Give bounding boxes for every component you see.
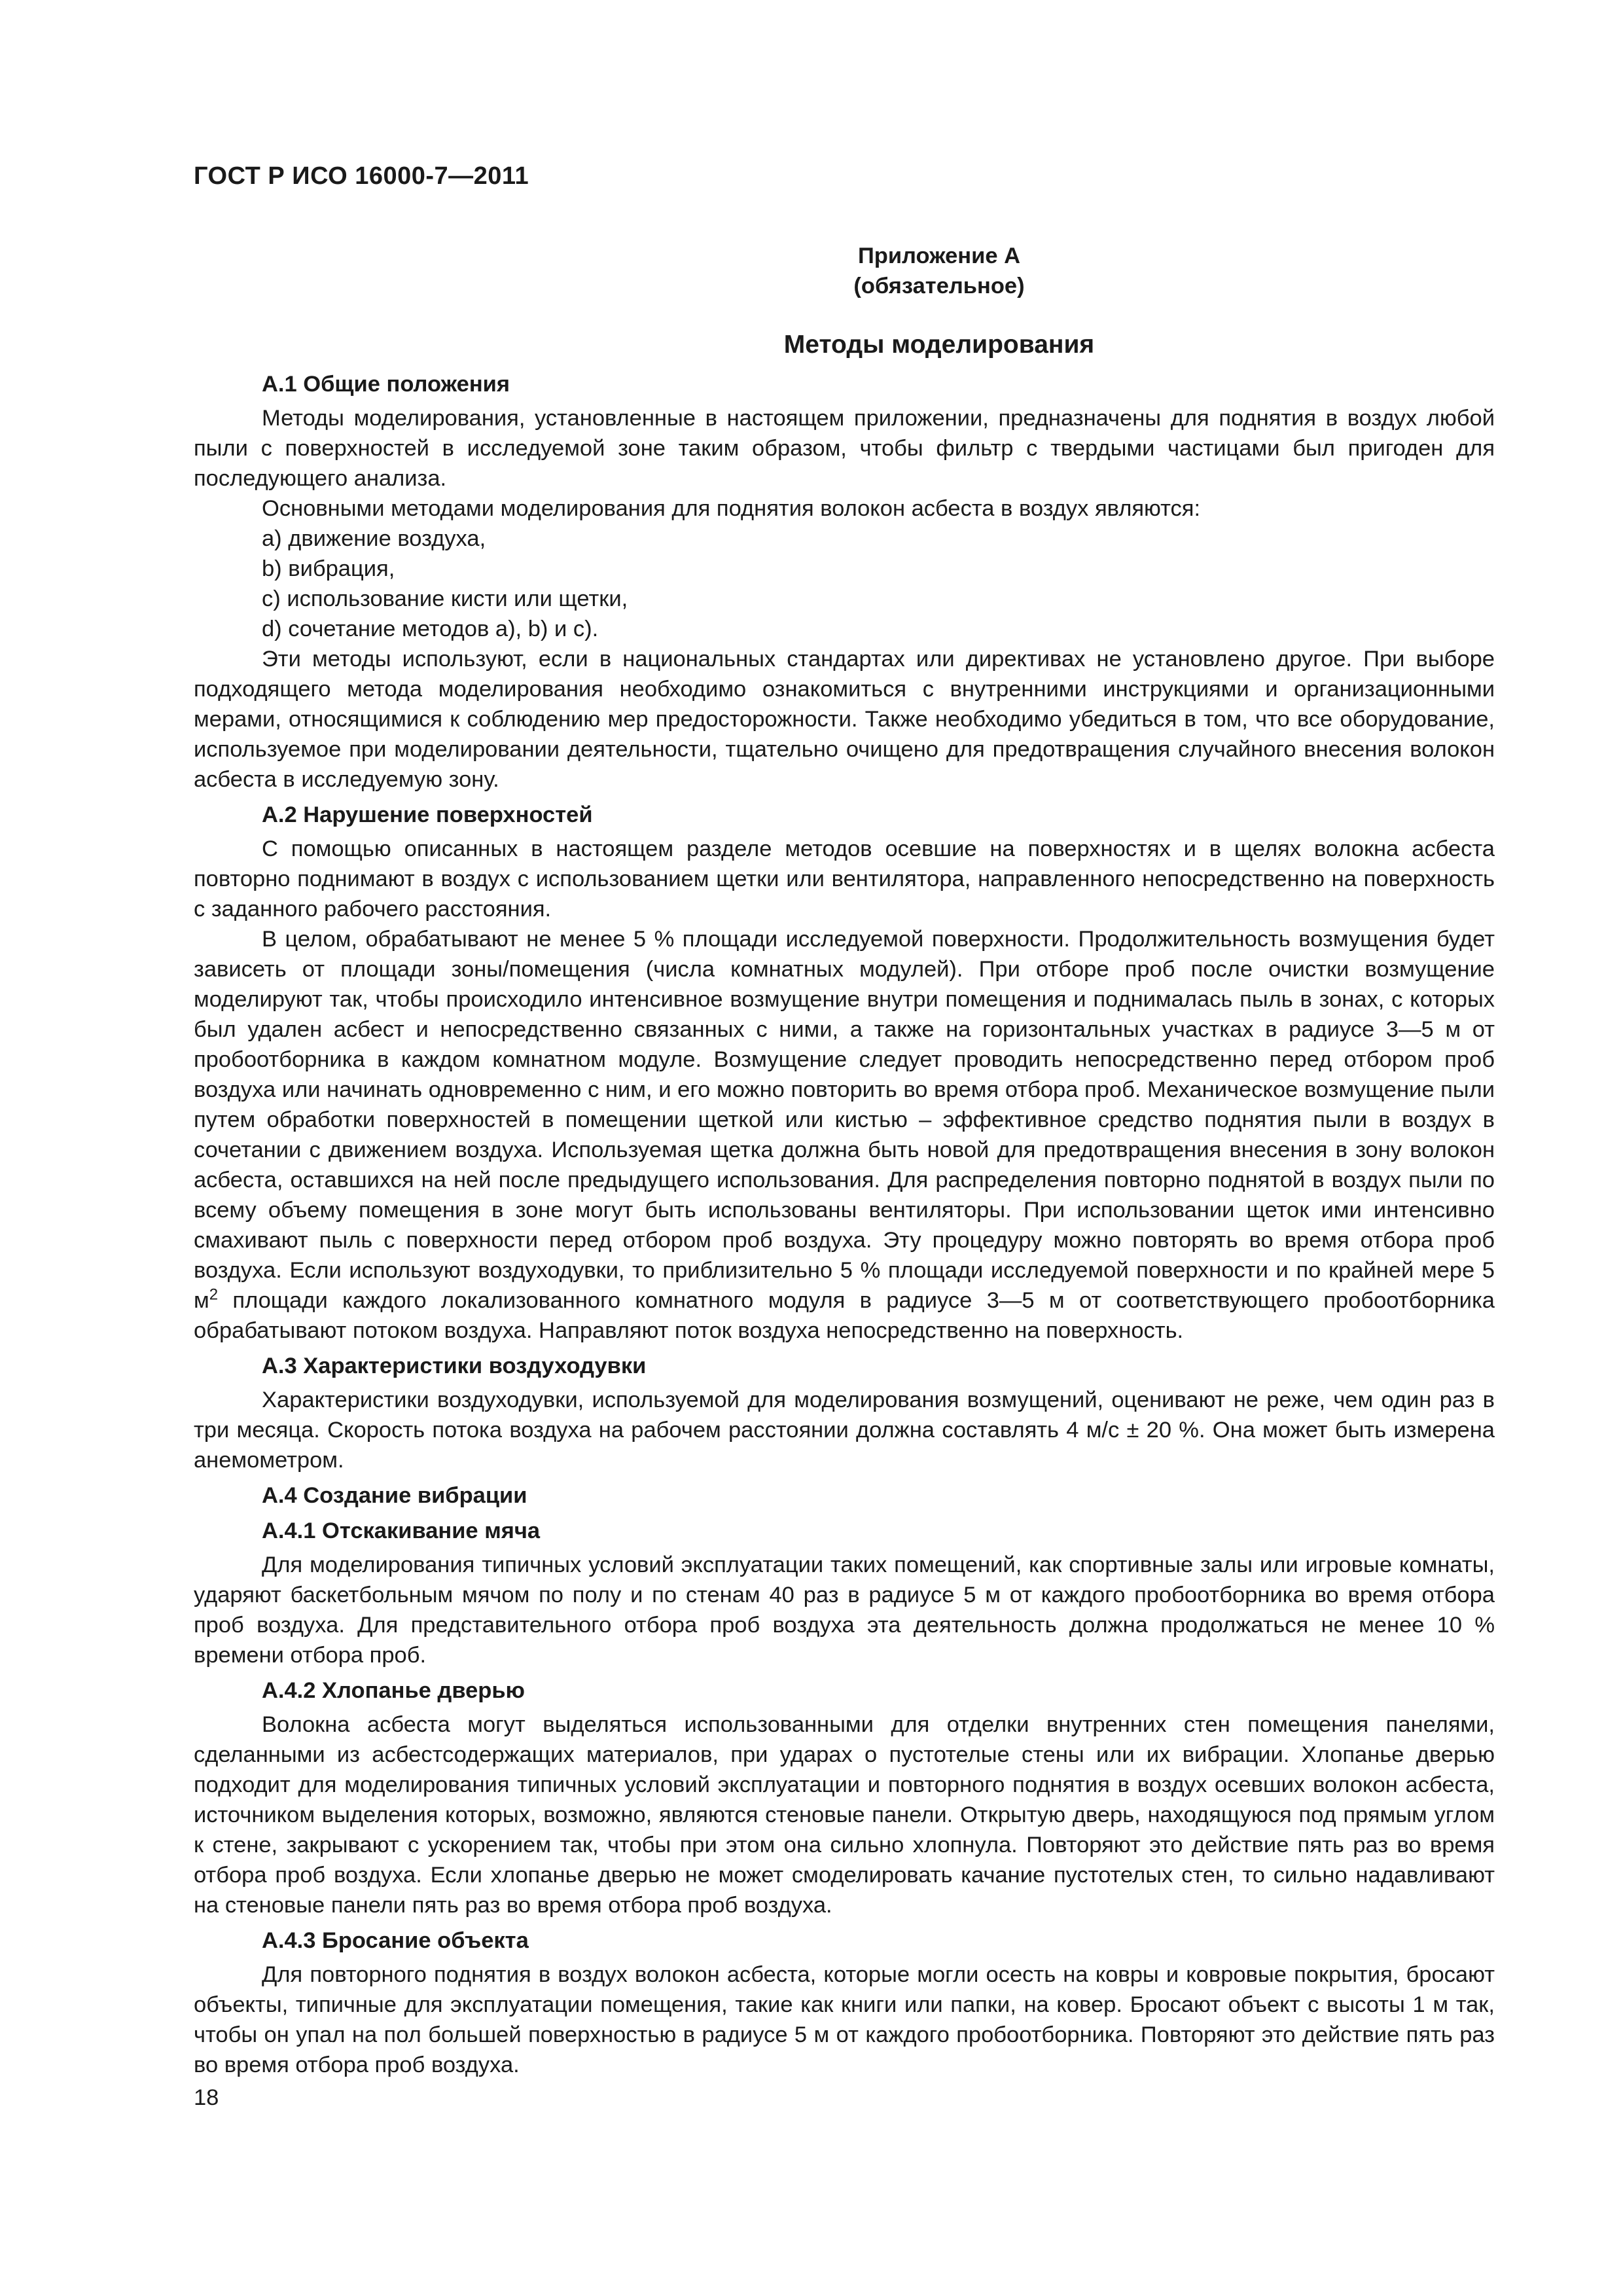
list-item: d) сочетание методов a), b) и c). xyxy=(262,617,599,641)
page-content xyxy=(194,241,1495,2080)
subsection-heading-a43: А.4.3 Бросание объекта xyxy=(262,1928,529,1953)
paragraph: Характеристики воздуходувки, используемой для моделирования возмущений, оценивают не реже, чем один раз в три месяца. Скорость потока воздуха на рабочем расстоянии должна составлять 4 м/с ± 20 %. Она может быть измерена анемометром. xyxy=(194,1388,1495,1473)
page-number: 18 xyxy=(194,2085,219,2110)
list-item: c) использование кисти или щетки, xyxy=(262,586,628,611)
subsection-heading-a41: А.4.1 Отскакивание мяча xyxy=(262,1518,541,1543)
list-item: a) движение воздуха, xyxy=(262,526,486,551)
section-heading-a1: А.1 Общие положения xyxy=(262,372,510,397)
paragraph: Методы моделирования, установленные в настоящем приложении, предназначены для поднятия в воздух любой пыли с поверхностей в исследуемой зоне таким образом, чтобы фильтр с твердыми частицами был пригоден для последующего анализа. xyxy=(194,406,1495,491)
paragraph: Для повторного поднятия в воздух волокон асбеста, которые могли осесть на ковры и ковровые покрытия, бросают объекты, типичные для эксплуатации помещения, такие как книги или папки, на ковер. Бросают объект с высоты 1 м так, чтобы он упал на пол большей поверхностью в радиусе 5 м от каждого пробоотборника. Повторяют это действие пять раз во время отбора проб воздуха. xyxy=(194,1962,1495,2077)
paragraph: Эти методы используют, если в национальных стандартах или директивах не установлено другое. При выборе подходящего метода моделирования необходимо ознакомиться с внутренними инструкциями и организационными мерами, относящимися к соблюдению мер предосторожности. Также необходимо убедиться в том, что все оборудование, используемое при моделировании деятельности, тщательно очищено для предотвращения случайного внесения волокон асбеста в исследуемую зону. xyxy=(194,647,1495,792)
subsection-heading-a42: А.4.2 Хлопанье дверью xyxy=(262,1678,526,1703)
paragraph: Основными методами моделирования для поднятия волокон асбеста в воздух являются: xyxy=(262,496,1201,521)
paragraph: С помощью описанных в настоящем разделе методов осевшие на поверхностях и в щелях волокна асбеста повторно поднимают в воздух с использованием щетки или вентилятора, направленного непосредственно на поверхность с заданного рабочего расстояния. xyxy=(194,836,1495,922)
paragraph xyxy=(194,924,1495,1346)
list-item: b) вибрация, xyxy=(262,556,395,581)
paragraph-text: площади каждого локализованного комнатного модуля в радиусе 3—5 м от соответствующего пробоотборника обрабатывают потоком воздуха. Направляют поток воздуха непосредственно на поверхность. xyxy=(194,1288,1495,1343)
annex-title: Приложение А xyxy=(857,243,1021,268)
paragraph-text: В целом, обрабатывают не менее 5 % площади исследуемой поверхности. Продолжительность возмущения будет зависеть от площади зоны/помещения (числа комнатных модулей). При отборе проб после очистки возмущение моделируют так, чтобы происходило интенсивное возмущение внутри помещения и поднималась пыль в зонах, с которых был удален асбест и непосредственно связанных с ними, а также на горизонтальных участках в радиусе 3—5 м от пробоотборника в каждом комнатном модуле. Возмущение следует проводить непосредственно перед отбором проб воздуха или начинать одновременно с ним, и его можно повторить во время отбора проб. Механическое возмущение пыли путем обработки поверхностей в помещении щеткой или кистью – эффективное средство поднятия пыли в воздух в сочетании с движением воздуха. Используемая щетка должна быть новой для предотвращения внесения в зону волокон асбеста, оставшихся на ней после предыдущего использования. Для распределения повторно поднятой в воздух пыли по всему объему помещения в зоне могут быть использованы вентиляторы. При использовании щеток ими интенсивно смахивают пыль с поверхности перед отбором проб воздуха. Эту процедуру можно повторять во время отбора проб воздуха. Если используют воздуходувки, то приблизительно 5 % площади исследуемой поверхности и по крайней мере 5 м xyxy=(194,927,1495,1313)
section-heading-a4: А.4 Создание вибрации xyxy=(262,1483,527,1508)
annex-status: (обязательное) xyxy=(853,274,1025,298)
section-heading-a2: А.2 Нарушение поверхностей xyxy=(262,802,593,827)
paragraph: Волокна асбеста могут выделяться использованными для отделки внутренних стен помещения панелями, сделанными из асбестсодержащих материалов, при ударах о пустотелые стены или их вибрации. Хлопанье дверью подходит для моделирования типичных условий эксплуатации и повторного поднятия в воздух осевших волокон асбеста, источником выделения которых, возможно, являются стеновые панели. Открытую дверь, находящуюся под прямым углом к стене, закрывают с ускорением так, чтобы при этом она сильно хлопнула. Повторяют это действие пять раз во время отбора проб воздуха. Если хлопанье дверью не может смоделировать качание пустотелых стен, то сильно надавливают на стеновые панели пять раз во время отбора проб воздуха. xyxy=(194,1712,1495,1918)
standard-code-header: ГОСТ Р ИСО 16000-7—2011 xyxy=(194,162,529,190)
annex-name: Методы моделирования xyxy=(783,331,1095,359)
section-heading-a3: А.3 Характеристики воздуходувки xyxy=(262,1354,647,1378)
superscript: 2 xyxy=(209,1285,219,1304)
paragraph: Для моделирования типичных условий эксплуатации таких помещений, как спортивные залы или игровые комнаты, ударяют баскетбольным мячом по полу и по стенам 40 раз в радиусе 5 м от каждого пробоотборника во время отбора проб воздуха. Для представительного отбора проб воздуха эта деятельность должна продолжаться не менее 10 % времени отбора проб. xyxy=(194,1552,1495,1668)
